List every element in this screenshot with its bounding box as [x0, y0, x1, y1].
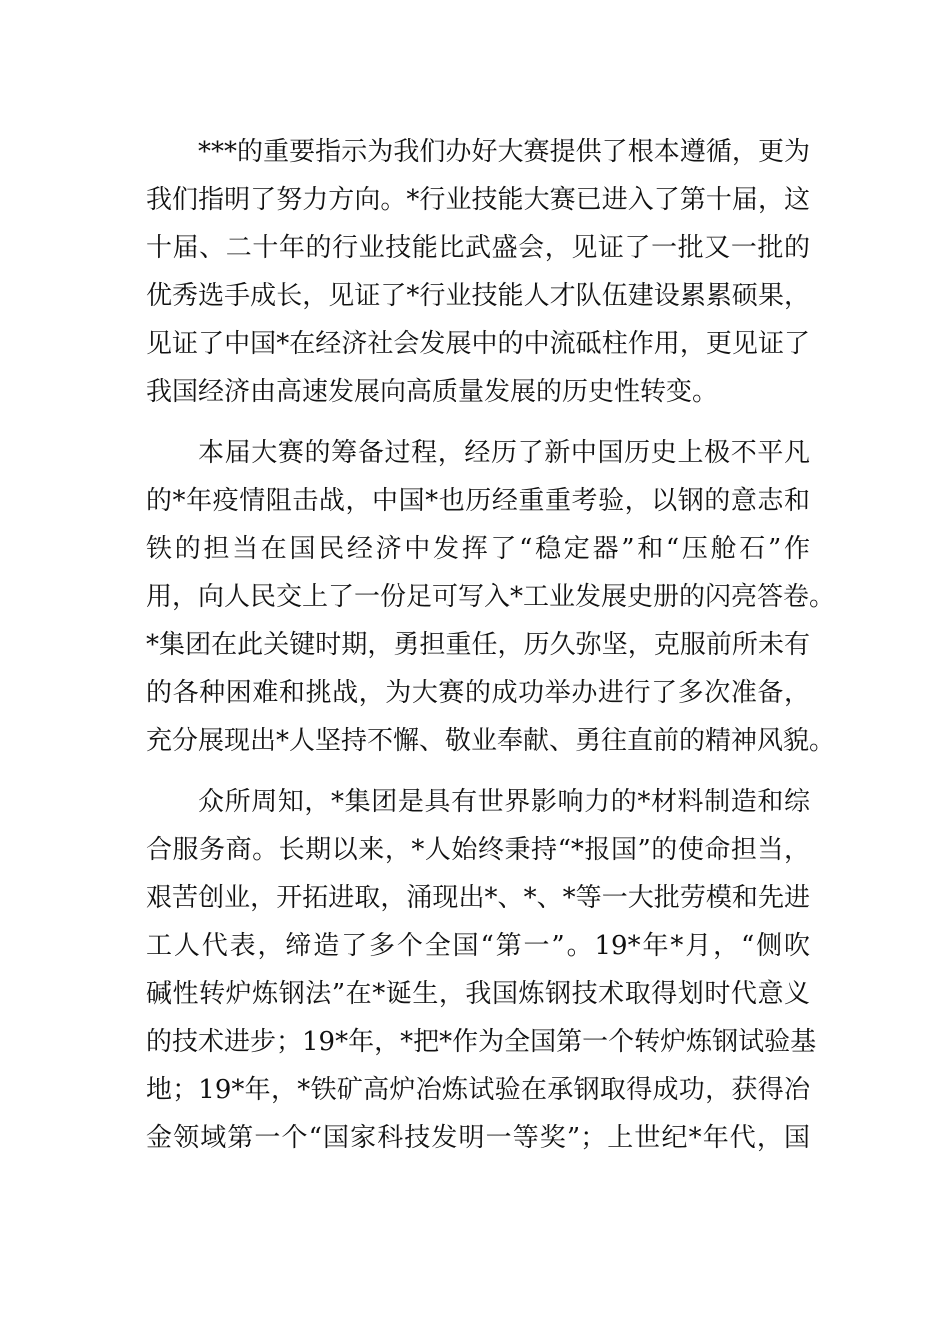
- text-line: 合服务商。长期以来，*人始终秉持“*报国”的使命担当，: [146, 835, 810, 865]
- document-body: [146, 128, 836, 1175]
- text-line: 见证了中国*在经济社会发展中的中流砥柱作用，更见证了: [146, 329, 810, 359]
- paragraph-1: [146, 128, 810, 416]
- text-line: 金领域第一个“国家科技发明一等奖”；上世纪*年代，国: [146, 1123, 810, 1153]
- text-line: ***的重要指示为我们办好大赛提供了根本遵循，更为: [198, 137, 810, 167]
- text-line: 工人代表，缔造了多个全国“第一”。19*年*月，“侧吹: [146, 931, 810, 961]
- text-line: 的各种困难和挑战，为大赛的成功举办进行了多次准备，: [146, 678, 810, 708]
- paragraph-2: [146, 429, 836, 765]
- text-line: 我国经济由高速发展向高质量发展的历史性转变。: [146, 377, 719, 407]
- text-line: 地；19*年，*铁矿高炉冶炼试验在承钢取得成功，获得冶: [146, 1075, 810, 1105]
- text-line: 碱性转炉炼钢法”在*诞生，我国炼钢技术取得划时代意义: [146, 979, 810, 1009]
- text-line: 铁的担当在国民经济中发挥了“稳定器”和“压舱石”作: [146, 534, 810, 564]
- text-line: 优秀选手成长，见证了*行业技能人才队伍建设累累硕果，: [146, 281, 810, 311]
- paragraph-3: [146, 778, 817, 1162]
- text-line: 众所周知，*集团是具有世界影响力的*材料制造和综: [198, 787, 810, 817]
- text-line: 艰苦创业，开拓进取，涌现出*、*、*等一大批劳模和先进: [146, 883, 810, 913]
- text-line: 十届、二十年的行业技能比武盛会，见证了一批又一批的: [146, 233, 810, 263]
- text-line: 的*年疫情阻击战，中国*也历经重重考验，以钢的意志和: [146, 486, 810, 516]
- text-line: 本届大赛的筹备过程，经历了新中国历史上极不平凡: [198, 438, 810, 468]
- text-line: 的技术进步；19*年，*把*作为全国第一个转炉炼钢试验基: [146, 1027, 817, 1057]
- text-line: 用，向人民交上了一份足可写入*工业发展史册的闪亮答卷。: [146, 582, 836, 612]
- text-line: 我们指明了努力方向。*行业技能大赛已进入了第十届，这: [146, 185, 810, 215]
- text-line: *集团在此关键时期，勇担重任，历久弥坚，克服前所未有: [146, 630, 810, 660]
- text-line: 充分展现出*人坚持不懈、敬业奉献、勇往直前的精神风貌。: [146, 726, 836, 756]
